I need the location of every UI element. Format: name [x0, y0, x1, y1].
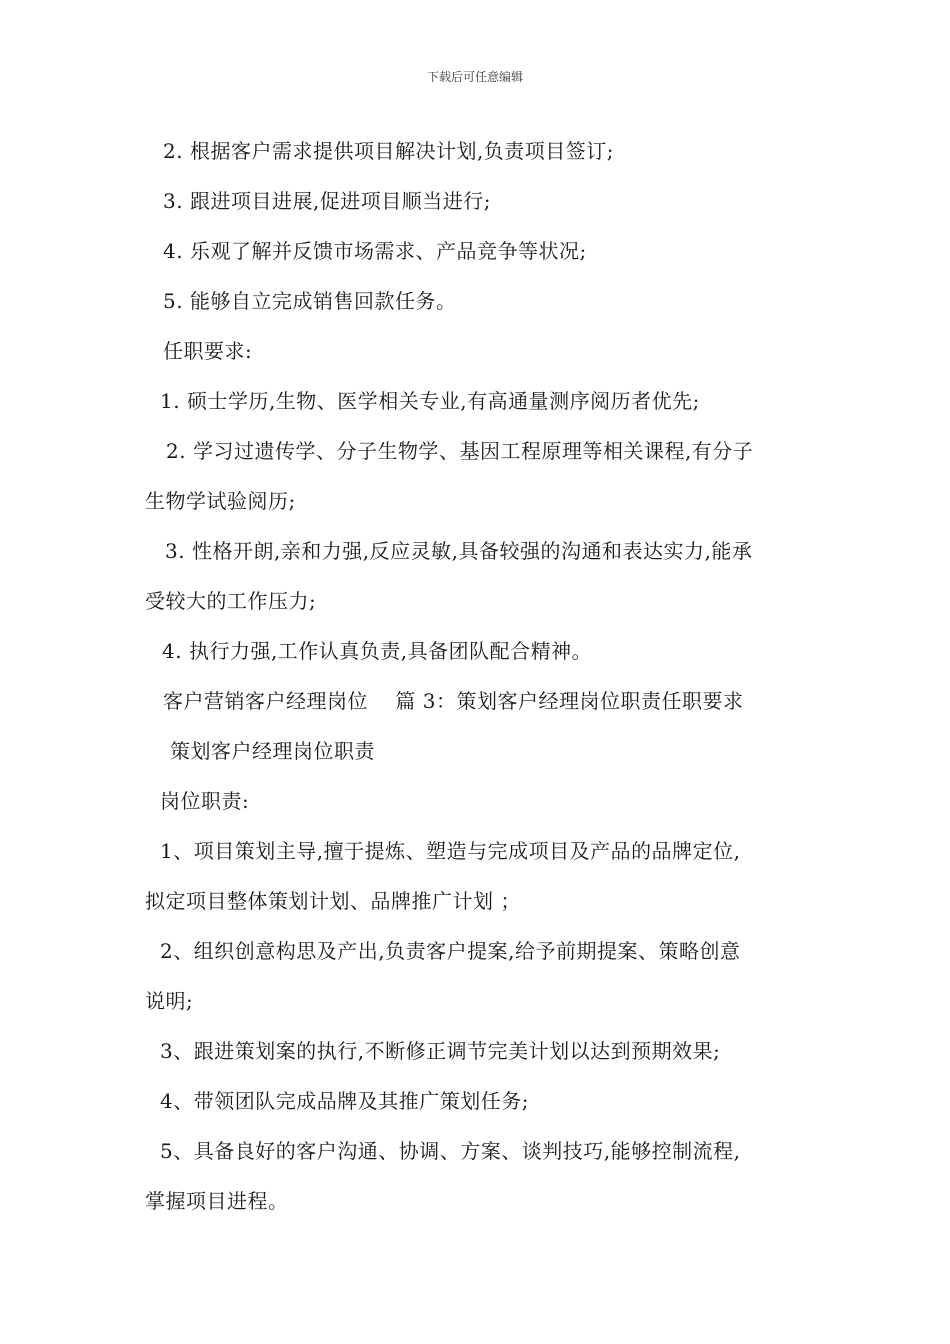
plan-duty-3: 3、跟进策划案的执行,不断修正调节完美计划以达到预期效果; [160, 1039, 721, 1063]
plan-duty-1-cont: 拟定项目整体策划计划、品牌推广计划 ； [145, 889, 521, 913]
plan-duty-2: 2、组织创意构思及产出,负责客户提案,给予前期提案、策略创意 [160, 939, 741, 963]
requirement-item-4: 4. 执行力强,工作认真负责,具备团队配合精神。 [162, 639, 593, 663]
requirement-item-3: 3. 性格开朗,亲和力强,反应灵敏,具备较强的沟通和表达实力,能承 [165, 539, 753, 563]
duty-item-5: 5. 能够自立完成销售回款任务。 [163, 289, 457, 313]
requirements-heading: 任职要求: [163, 339, 253, 363]
plan-duty-1: 1、项目策划主导,擅于提炼、塑造与完成项目及产品的品牌定位, [160, 839, 741, 863]
plan-duty-5: 5、具备良好的客户沟通、协调、方案、谈判技巧,能够控制流程, [160, 1139, 741, 1163]
plan-duty-2-cont: 说明; [145, 989, 194, 1013]
requirement-item-2: 2. 学习过遗传学、分子生物学、基因工程原理等相关课程,有分子 [166, 439, 754, 463]
plan-duty-5-cont: 掌握项目进程。 [145, 1189, 289, 1213]
duty-item-4: 4. 乐观了解并反馈市场需求、产品竞争等状况; [163, 239, 587, 263]
requirement-item-3-cont: 受较大的工作压力; [145, 589, 317, 613]
duties-heading: 岗位职责: [160, 789, 250, 813]
duty-item-2: 2. 根据客户需求提供项目解决计划,负责项目签订; [163, 139, 615, 163]
section-heading: 客户营销客户经理岗位 篇 3：策划客户经理岗位职责任职要求 [163, 689, 744, 713]
duty-item-3: 3. 跟进项目进展,促进项目顺当进行; [163, 189, 492, 213]
section-subtitle: 策划客户经理岗位职责 [170, 739, 375, 763]
plan-duty-4: 4、带领团队完成品牌及其推广策划任务; [160, 1089, 529, 1113]
requirement-item-1: 1. 硕士学历,生物、医学相关专业,有高通量测序阅历者优先; [160, 389, 700, 413]
header-note: 下载后可任意编辑 [426, 70, 523, 84]
requirement-item-2-cont: 生物学试验阅历; [145, 489, 296, 513]
